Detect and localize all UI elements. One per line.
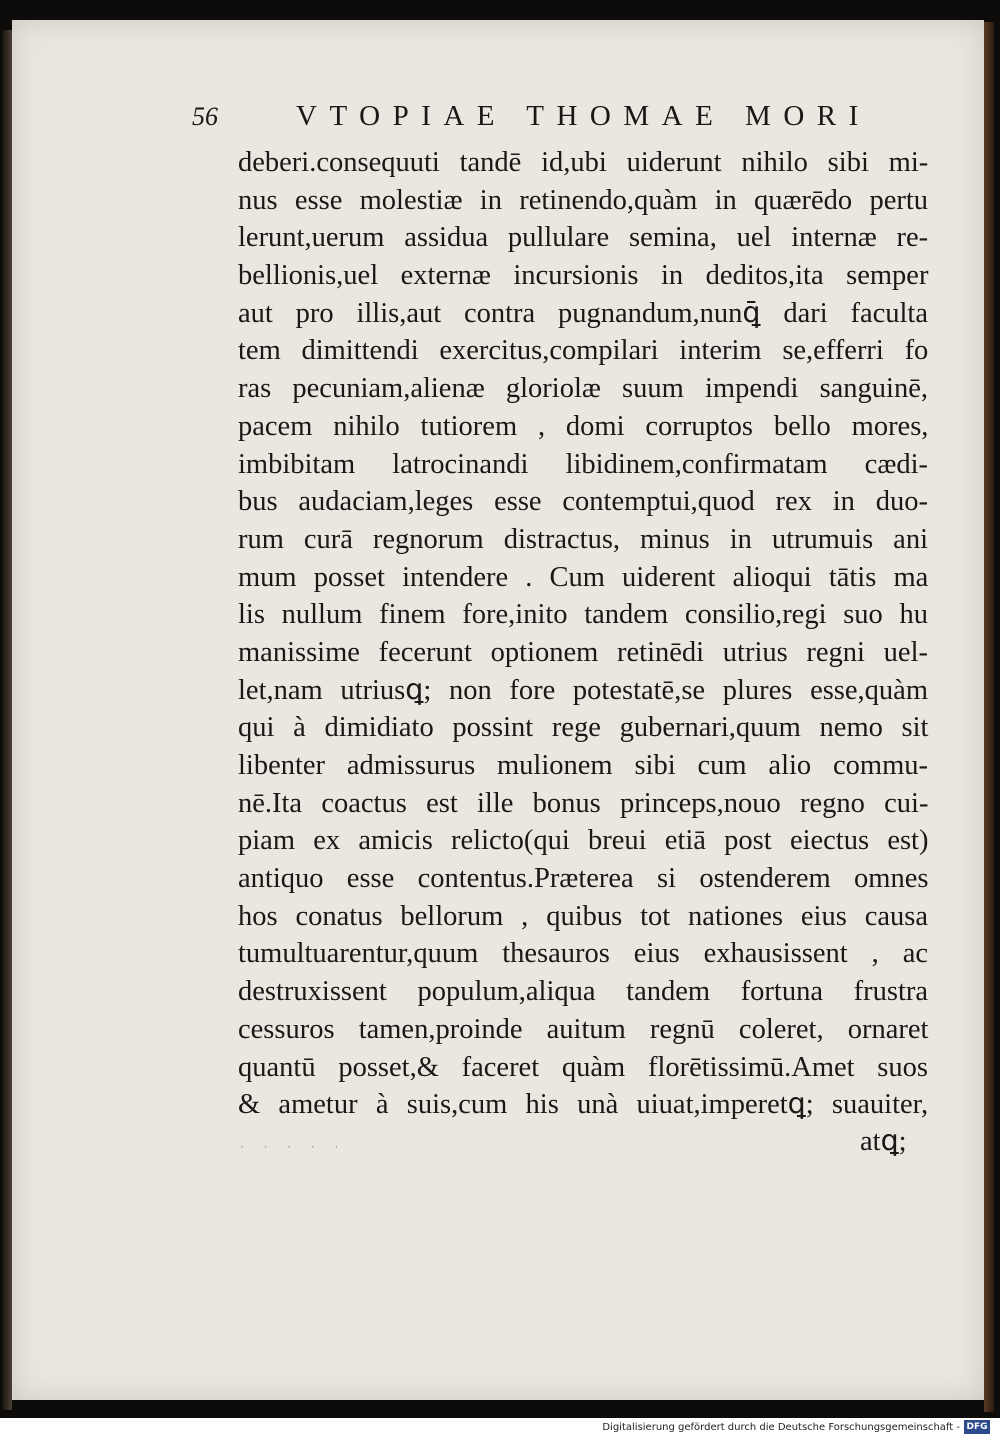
text-line: pacem nihilo tutiorem , domi corruptos bello mores, (238, 410, 929, 442)
text-line: & ametur à suis,cum his unà uiuat,imperetꝗ; suauiter, (238, 1089, 929, 1121)
page-number: 56 (192, 102, 218, 131)
page-edge-right (984, 22, 994, 1412)
text-line: nē.Ita coactus est ille bonus princeps,nouo regno cui- (238, 787, 929, 819)
text-line: quantū posset,& faceret quàm florētissimū.Amet suos (238, 1051, 928, 1083)
text-line: destruxissent populum,aliqua tandem fortuna frustra (238, 976, 928, 1008)
catchword: atꝗ; (860, 1126, 907, 1157)
text-line: qui à dimidiato possint rege gubernari,quum nemo sit (238, 712, 929, 744)
text-line: lerunt,uerum assidua pullulare semina, uel internæ re- (238, 222, 929, 254)
text-line: deberi.consequuti tandē id,ubi uiderunt nihilo sibi mi- (238, 147, 929, 178)
text-line: nus esse molestiæ in retinendo,quàm in quærēdo pertu (238, 184, 928, 216)
text-line: bellionis,uel externæ incursionis in deditos,ita semper (238, 260, 929, 292)
text-line: piam ex amicis relicto(qui breui etiā post eiectus est) (238, 825, 929, 857)
text-line: lis nullum finem fore,inito tandem consilio,regi suo hu (238, 599, 928, 631)
text-line: tem dimittendi exercitus,compilari interim se,efferri fo (238, 335, 929, 367)
body-text (238, 144, 928, 1124)
text-line: ras pecuniam,alienæ gloriolæ suum impendi sanguinē, (238, 373, 928, 405)
text-line: rum curā regnorum distractus, minus in utrumuis ani (238, 523, 928, 555)
text-line: bus audaciam,leges esse contemptui,quod rex in duo- (238, 486, 928, 518)
text-line: manissime fecerunt optionem retinēdi utrius regni uel- (238, 636, 928, 668)
text-line: aut pro illis,aut contra pugnandum,nunꝗ̄ dari faculta (238, 297, 928, 329)
paper-specks: · · · · · (240, 1140, 347, 1154)
text-line: let,nam utriusꝗ; non fore potestatē,se plures esse,quàm (238, 674, 928, 706)
dfg-logo: DFG (964, 1420, 990, 1434)
text-line: mum posset intendere . Cum uiderent alioqui tātis ma (238, 561, 929, 593)
running-head: VTOPIAE THOMAE MORI (296, 100, 871, 132)
page-header (192, 98, 932, 138)
text-line: tumultuarentur,quum thesauros eius exhausissent , ac (238, 938, 928, 970)
text-line: cessuros tamen,proinde auitum regnū coleret, ornaret (238, 1013, 929, 1045)
text-line: hos conatus bellorum , quibus tot nationes eius causa (238, 900, 928, 932)
text-line: antiquo esse contentus.Præterea si ostenderem omnes (238, 863, 929, 895)
text-line: imbibitam latrocinandi libidinem,confirmatam cædi- (238, 448, 928, 480)
digitization-credit: Digitalisierung gefördert durch die Deutsche Forschungsgemeinschaft - (602, 1422, 960, 1433)
text-line: libenter admissurus mulionem sibi cum alio commu- (238, 750, 928, 781)
page-edge-left (2, 30, 12, 1410)
